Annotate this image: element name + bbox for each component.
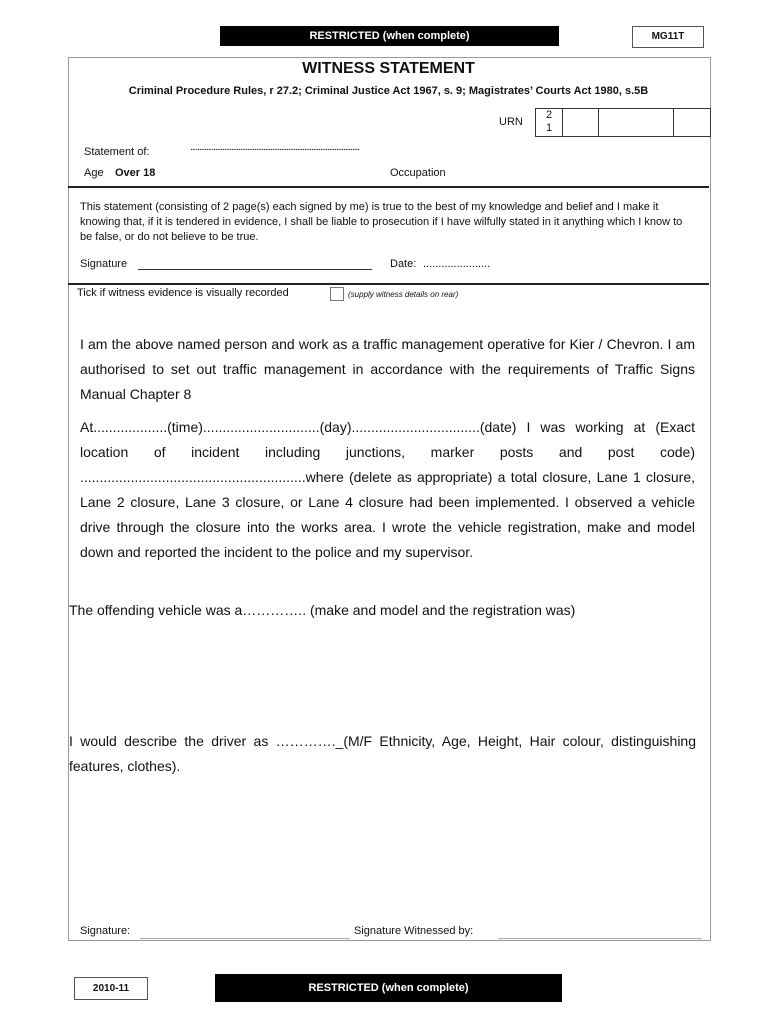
- statement-of-label: Statement of:: [84, 146, 150, 158]
- declaration-date-field[interactable]: ......................: [423, 258, 491, 270]
- visual-recorded-checkbox[interactable]: [330, 287, 344, 301]
- footer-witnessed-label: Signature Witnessed by:: [354, 925, 474, 937]
- age-label: Age: [84, 167, 104, 179]
- visual-recorded-note: (supply witness details on rear): [348, 290, 459, 299]
- urn-field-number[interactable]: [598, 108, 674, 137]
- age-value[interactable]: Over 18: [115, 167, 156, 179]
- urn-field-force[interactable]: [535, 108, 563, 137]
- visual-recorded-label: Tick if witness evidence is visually recorded: [77, 287, 289, 299]
- declaration-date-label: Date:: [390, 258, 417, 270]
- statement-paragraph-2: At...................(time)..............................(day).................................(date) I was working at (Exact location of incident including junctions, marker posts and post code) ..........................................................where (delete as appropriate) a total closure, Lane 1 closure, Lane 2 closure, Lane 3 closure, or Lane 4 closure had been implemented. I observed a vehicle drive through the closure into the works area. I wrote the vehicle registration, make and model down and reported the incident to the police and my supervisor.: [80, 419, 695, 560]
- urn-field-station[interactable]: [562, 108, 599, 137]
- urn-field-year[interactable]: [673, 108, 711, 137]
- urn-force-digit-2: 1: [545, 122, 553, 134]
- restricted-banner-bottom: RESTRICTED (when complete): [215, 974, 562, 1002]
- form-code-box: MG11T: [632, 26, 704, 48]
- page-title: WITNESS STATEMENT: [302, 60, 475, 77]
- footer-witnessed-line[interactable]: [498, 924, 702, 939]
- divider-1: [68, 186, 709, 188]
- statement-paragraph-3: The offending vehicle was a………….. (make and model and the registration was): [69, 602, 576, 618]
- statement-paragraph-1: I am the above named person and work as a traffic management operative for Kier / Chevron. I am authorised to set out traffic management in accordance with the requirements of Traffic Signs Manual Chapter 8: [80, 336, 695, 402]
- occupation-label: Occupation: [390, 167, 446, 179]
- legislation-line: Criminal Procedure Rules, r 27.2; Criminal Justice Act 1967, s. 9; Magistrates’ Courts Act 1980, s.5B: [128, 85, 649, 97]
- declaration-signature-line[interactable]: [138, 256, 372, 270]
- declaration-signature-label: Signature: [80, 258, 128, 270]
- urn-label: URN: [499, 116, 523, 128]
- footer-signature-label: Signature:: [80, 925, 131, 937]
- urn-force-digit-1: 2: [545, 109, 553, 121]
- footer-signature-line[interactable]: [140, 924, 350, 939]
- declaration-text: This statement (consisting of 2 page(s) each signed by me) is true to the best of my knowledge and belief and I make it knowing that, if it is tendered in evidence, I shall be liable to prosecution if I have wilfully stated in it anything which I know to be false, or do not believe to be true.: [80, 201, 683, 243]
- statement-paragraph-4: I would describe the driver as …………._(M/F Ethnicity, Age, Height, Hair colour, distinguishing features, clothes).: [69, 733, 696, 774]
- version-box: 2010-11: [74, 977, 148, 1000]
- restricted-banner-top: RESTRICTED (when complete): [220, 26, 559, 46]
- divider-2: [68, 283, 709, 285]
- statement-of-field[interactable]: ...............................................................................................: [190, 142, 359, 153]
